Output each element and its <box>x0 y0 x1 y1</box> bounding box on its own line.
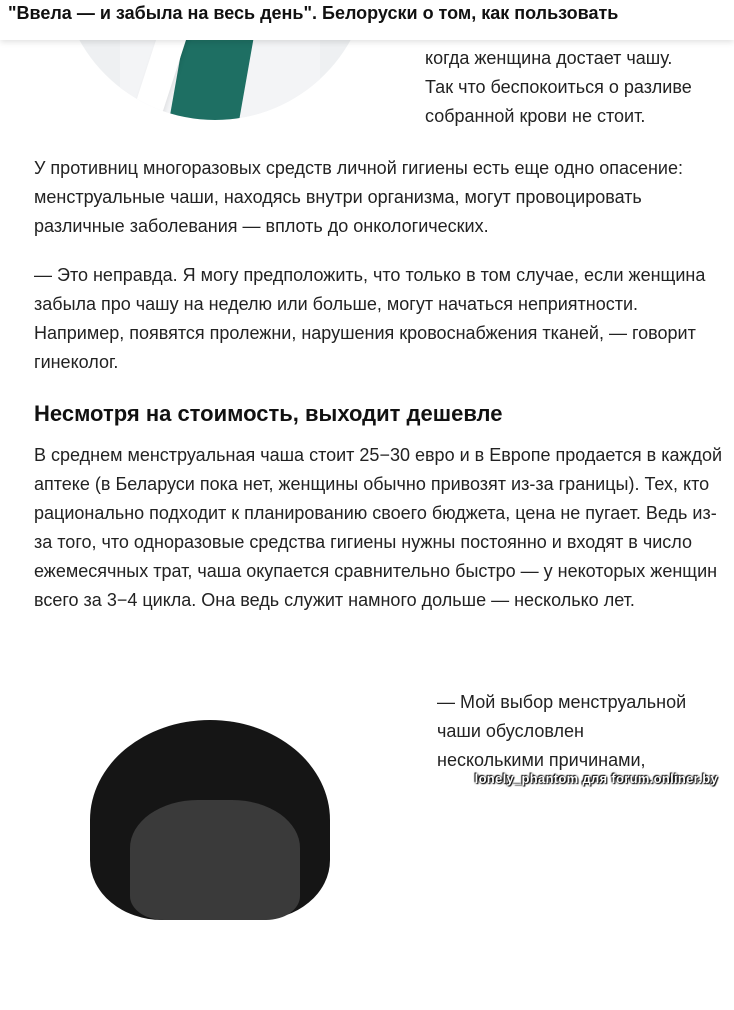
article-title[interactable]: "Ввела — и забыла на весь день". Белоруски о том, как пользовать <box>8 3 619 23</box>
photo-face <box>130 800 300 920</box>
watermark: lonely_phantom для forum.onliner.by <box>474 771 718 786</box>
side-text-top <box>425 44 730 131</box>
side-text-line: Так что беспокоиться о разливе <box>425 77 692 97</box>
article-body <box>34 154 724 635</box>
side-text-line: чаши обусловлен <box>437 721 584 741</box>
side-text-line: — Мой выбор менструальной <box>437 692 687 712</box>
article-paragraph: У противниц многоразовых средств личной гигиены есть еще одно опасение: менструальные чаши, находясь внутри организма, могут провоцировать различные заболевания — вплоть до онкологических. <box>34 158 683 236</box>
title-fade <box>644 0 734 40</box>
side-text-bottom <box>437 688 727 775</box>
side-text-line: когда женщина достает чашу. <box>425 48 673 68</box>
section-heading: Несмотря на стоимость, выходит дешевле <box>34 401 503 426</box>
article-paragraph: — Это неправда. Я могу предположить, что только в том случае, если женщина забыла про чашу на неделю или больше, могут начаться неприятности. Например, появятся пролежни, нарушения кровоснабжения тканей, — говорит гинеколог. <box>34 265 706 372</box>
sticky-header <box>0 0 734 40</box>
side-text-line: собранной крови не стоит. <box>425 106 646 126</box>
person-photo <box>50 690 370 1010</box>
side-text-line: несколькими причинами, <box>437 750 646 770</box>
article-paragraph: В среднем менструальная чаша стоит 25−30 евро и в Европе продается в каждой аптеке (в Беларуси пока нет, женщины обычно привозят из-за границы). Тех, кто рационально подходит к планированию своего бюджета, цена не пугает. Ведь из-за того, что одноразовые средства гигиены нужны постоянно и входят в число ежемесячных трат, чаша окупается сравнительно быстро — у некоторых женщин всего за 3−4 цикла. Она ведь служит намного дольше — несколько лет. <box>34 445 723 610</box>
